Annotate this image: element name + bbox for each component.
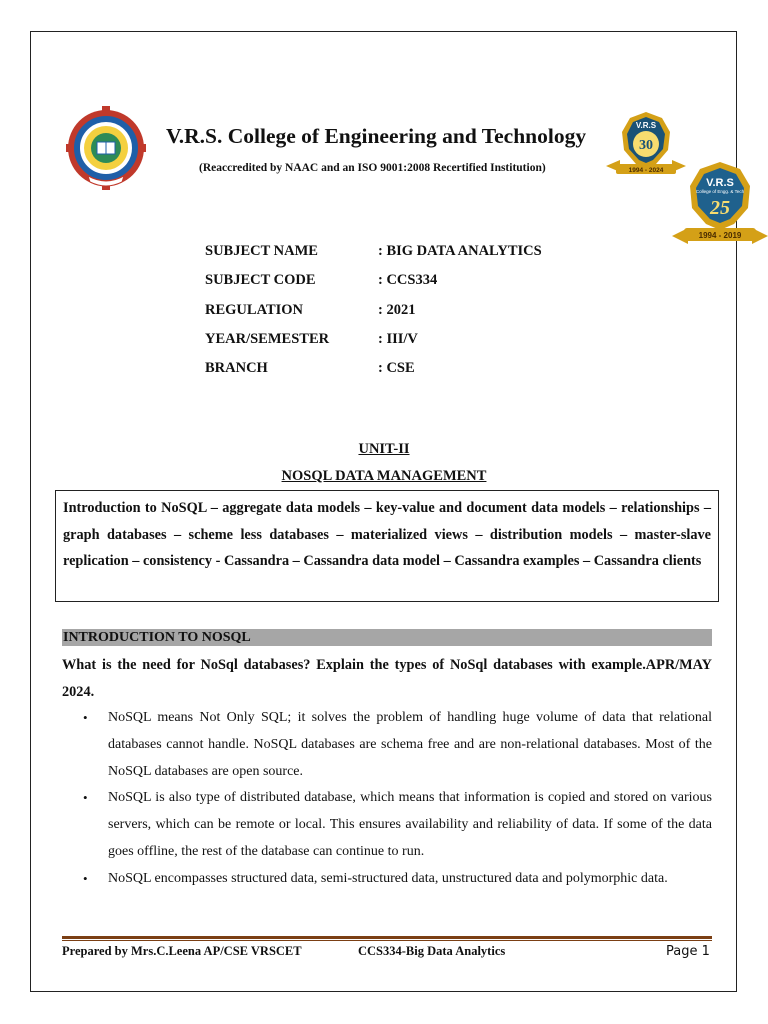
- syllabus-box: Introduction to NoSQL – aggregate data models – key-value and document data models – relationships – graph databases – scheme less databases – materialized views – distribution models – master-slave replication – consistency - Cassandra – Cassandra data model – Cassandra examples – Cassandra clients: [55, 490, 719, 602]
- svg-text:25: 25: [710, 197, 730, 219]
- subject-code-label: SUBJECT CODE: [205, 272, 316, 288]
- subject-code-value: : CCS334: [378, 272, 438, 288]
- bullet-icon: •: [83, 790, 88, 806]
- bullet-icon: •: [83, 710, 88, 725]
- footer-prepared-by: Prepared by Mrs.C.Leena AP/CSE VRSCET: [62, 944, 302, 958]
- regulation-value: : 2021: [378, 302, 416, 318]
- branch-label: BRANCH: [205, 360, 268, 376]
- bullet-icon: •: [83, 870, 88, 886]
- bullet-text: NoSQL encompasses structured data, semi-structured data, unstructured data and polymorphic data.: [108, 870, 668, 886]
- badge2-label: V.R.S: [706, 177, 734, 189]
- page-number: Page 1: [666, 944, 710, 959]
- footer-divider: [62, 936, 712, 939]
- list-item: [62, 866, 712, 893]
- accreditation-line: (Reaccredited by NAAC and an ISO 9001:2008 Recertified Institution): [199, 162, 546, 174]
- section-heading: INTRODUCTION TO NOSQL: [62, 629, 712, 646]
- regulation-label: REGULATION: [205, 302, 304, 318]
- bullet-text: NoSQL is also type of distributed database, which means that information is copied and stored on various servers, which can be remote or local. This ensures availability and reliability of data. If some of the data goes offline, the rest of the database can continue to run.: [108, 790, 712, 859]
- anniversary-badge-25-icon: [672, 160, 768, 250]
- list-item: [62, 785, 712, 865]
- subject-name-label: SUBJECT NAME: [205, 243, 318, 259]
- footer-divider-thin: [62, 940, 712, 941]
- bullet-list: [62, 705, 712, 893]
- college-name: V.R.S. College of Engineering and Technology: [166, 124, 587, 148]
- footer-course: CCS334-Big Data Analytics: [358, 944, 506, 958]
- bullet-text: NoSQL means Not Only SQL; it solves the problem of handling huge volume of data that relational databases cannot handle. NoSQL databases are schema free and are non-relational databases. Most of the NoSQL databases are open source.: [108, 710, 712, 779]
- branch-value: : CSE: [378, 360, 415, 376]
- svg-text:30: 30: [639, 138, 653, 153]
- unit-number: UNIT-II: [358, 441, 410, 457]
- badge1-years: 1994 - 2024: [628, 167, 664, 174]
- badge1-label: V.R.S: [635, 121, 657, 130]
- list-item: [62, 705, 712, 785]
- year-semester-label: YEAR/SEMESTER: [205, 331, 330, 347]
- subject-name-value: : BIG DATA ANALYTICS: [378, 243, 542, 259]
- badge2-years: 1994 - 2019: [698, 231, 742, 240]
- exam-question: What is the need for NoSql databases? Explain the types of NoSql databases with example.APR/MAY 2024.: [62, 657, 712, 700]
- badge2-sub: College of Engg. & Tech: [695, 189, 745, 194]
- college-emblem-icon: [66, 106, 146, 190]
- unit-title: NOSQL DATA MANAGEMENT: [281, 468, 487, 484]
- year-semester-value: : III/V: [378, 331, 418, 347]
